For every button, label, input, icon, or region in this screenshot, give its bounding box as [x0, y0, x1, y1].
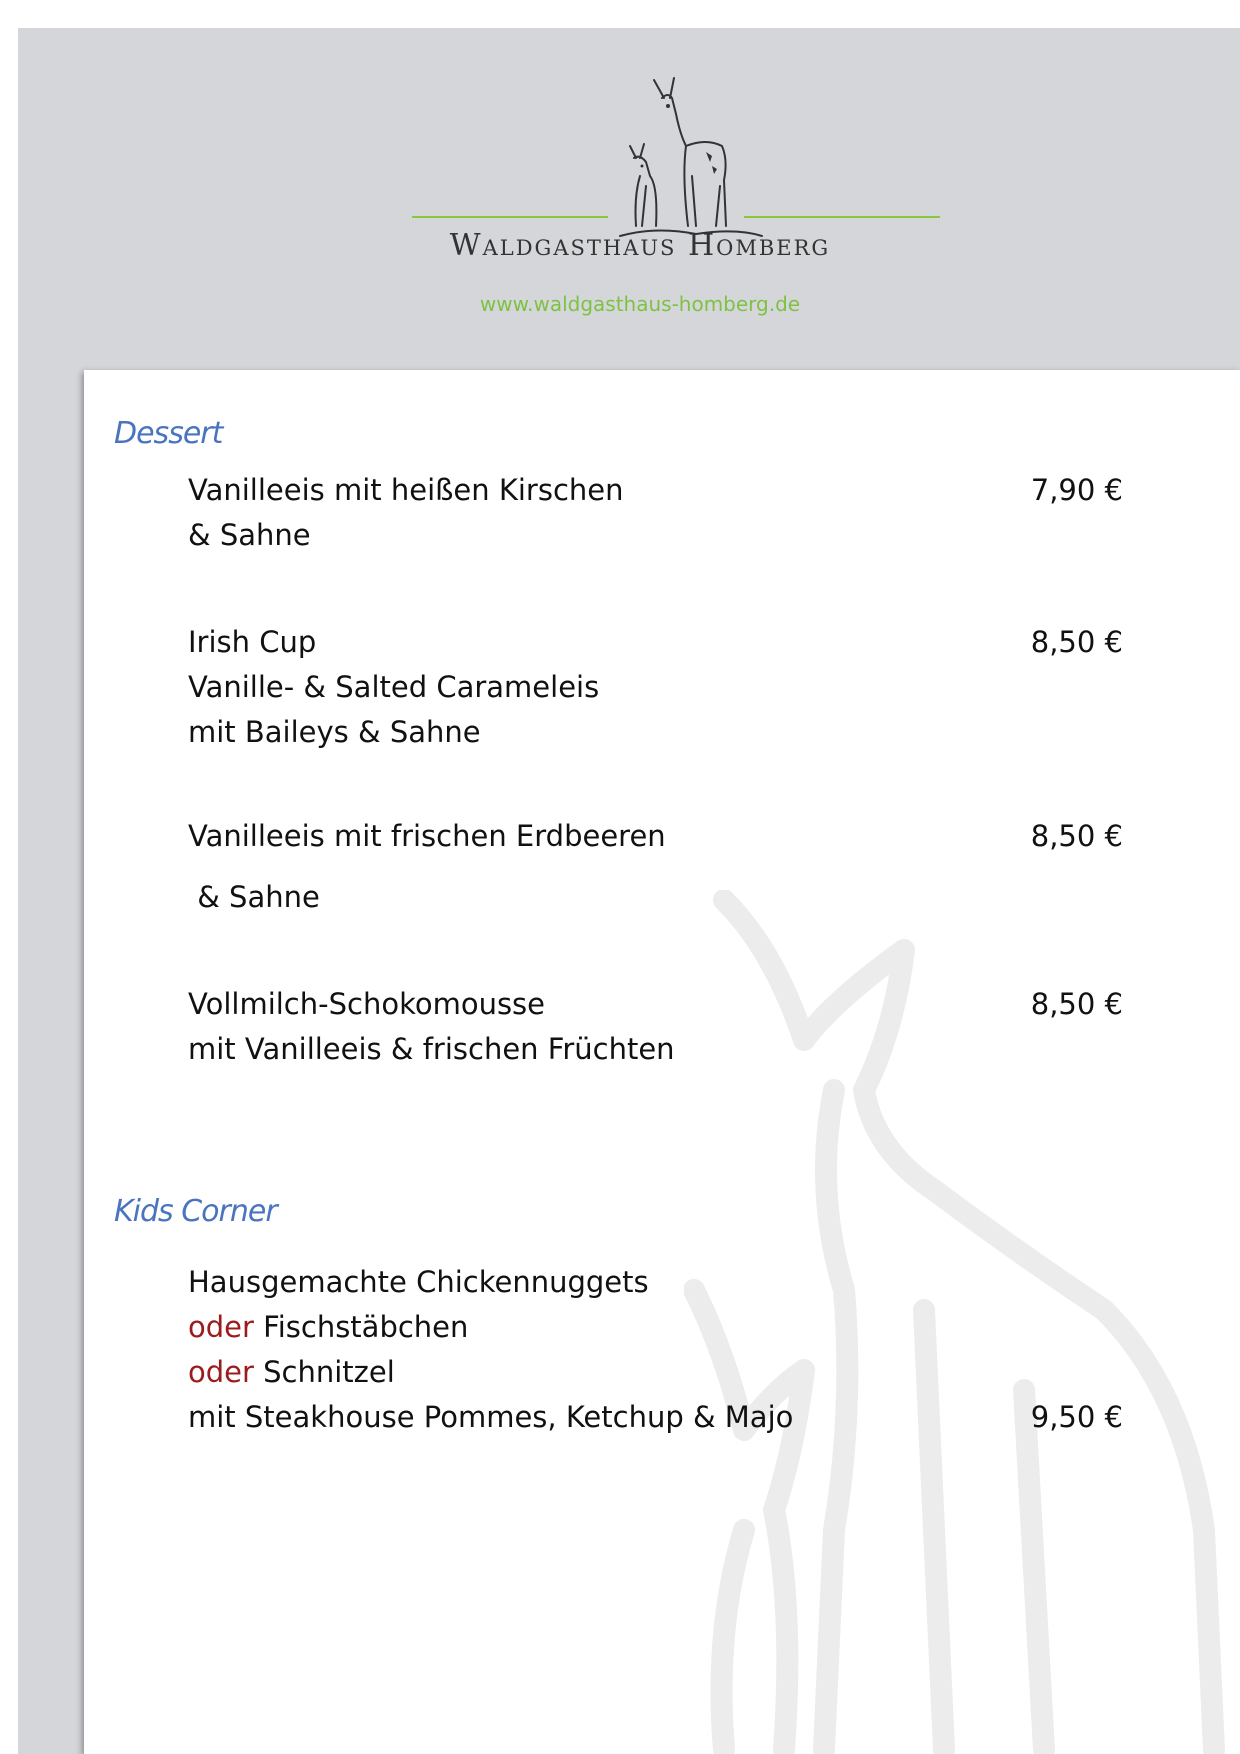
item-line: Vanilleeis mit frischen Erdbeeren [188, 819, 666, 853]
item-price: 8,50 € [1030, 819, 1123, 853]
brand-name: Waldgasthaus Homberg [449, 228, 831, 263]
menu-item [188, 982, 1123, 1072]
menu-item [188, 1260, 1123, 1440]
item-price: 9,50 € [1030, 1400, 1123, 1434]
item-line: mit Vanilleeis & frischen Früchten [188, 1032, 675, 1066]
header-rule-right [744, 216, 940, 218]
section-title-dessert: Dessert [114, 416, 223, 451]
item-line [188, 1350, 1008, 1395]
menu-item [188, 620, 1123, 755]
menu-sheet [18, 28, 1240, 1754]
menu-item [188, 468, 1123, 558]
menu-item [188, 814, 1123, 920]
item-option: Fischstäbchen [263, 1310, 469, 1344]
item-description [188, 814, 1008, 920]
item-line: & Sahne [188, 880, 320, 914]
item-line [188, 1305, 1008, 1350]
item-line: & Sahne [188, 518, 311, 552]
item-line: Hausgemachte Chickennuggets [188, 1265, 649, 1299]
item-description [188, 1260, 1008, 1440]
header-rule-left [412, 216, 608, 218]
deer-logo-icon [616, 76, 766, 252]
oder-label: oder [188, 1355, 254, 1389]
item-line: Vanille- & Salted Carameleis [188, 670, 600, 704]
item-description [188, 620, 1008, 755]
header [18, 28, 1240, 368]
menu-card [84, 370, 1240, 1754]
item-line: mit Steakhouse Pommes, Ketchup & Majo [188, 1400, 794, 1434]
item-line: mit Baileys & Sahne [188, 715, 481, 749]
item-price: 7,90 € [1030, 473, 1123, 507]
item-description [188, 982, 1008, 1072]
section-title-kids-corner: Kids Corner [114, 1194, 277, 1229]
item-line: Vanilleeis mit heißen Kirschen [188, 473, 624, 507]
website-link[interactable]: www.waldgasthaus-homberg.de [479, 292, 801, 316]
item-line: Vollmilch-Schokomousse [188, 987, 546, 1021]
item-description [188, 468, 1008, 558]
item-price: 8,50 € [1030, 625, 1123, 659]
item-price: 8,50 € [1030, 987, 1123, 1021]
item-option: Schnitzel [263, 1355, 395, 1389]
item-line: Irish Cup [188, 625, 317, 659]
oder-label: oder [188, 1310, 254, 1344]
